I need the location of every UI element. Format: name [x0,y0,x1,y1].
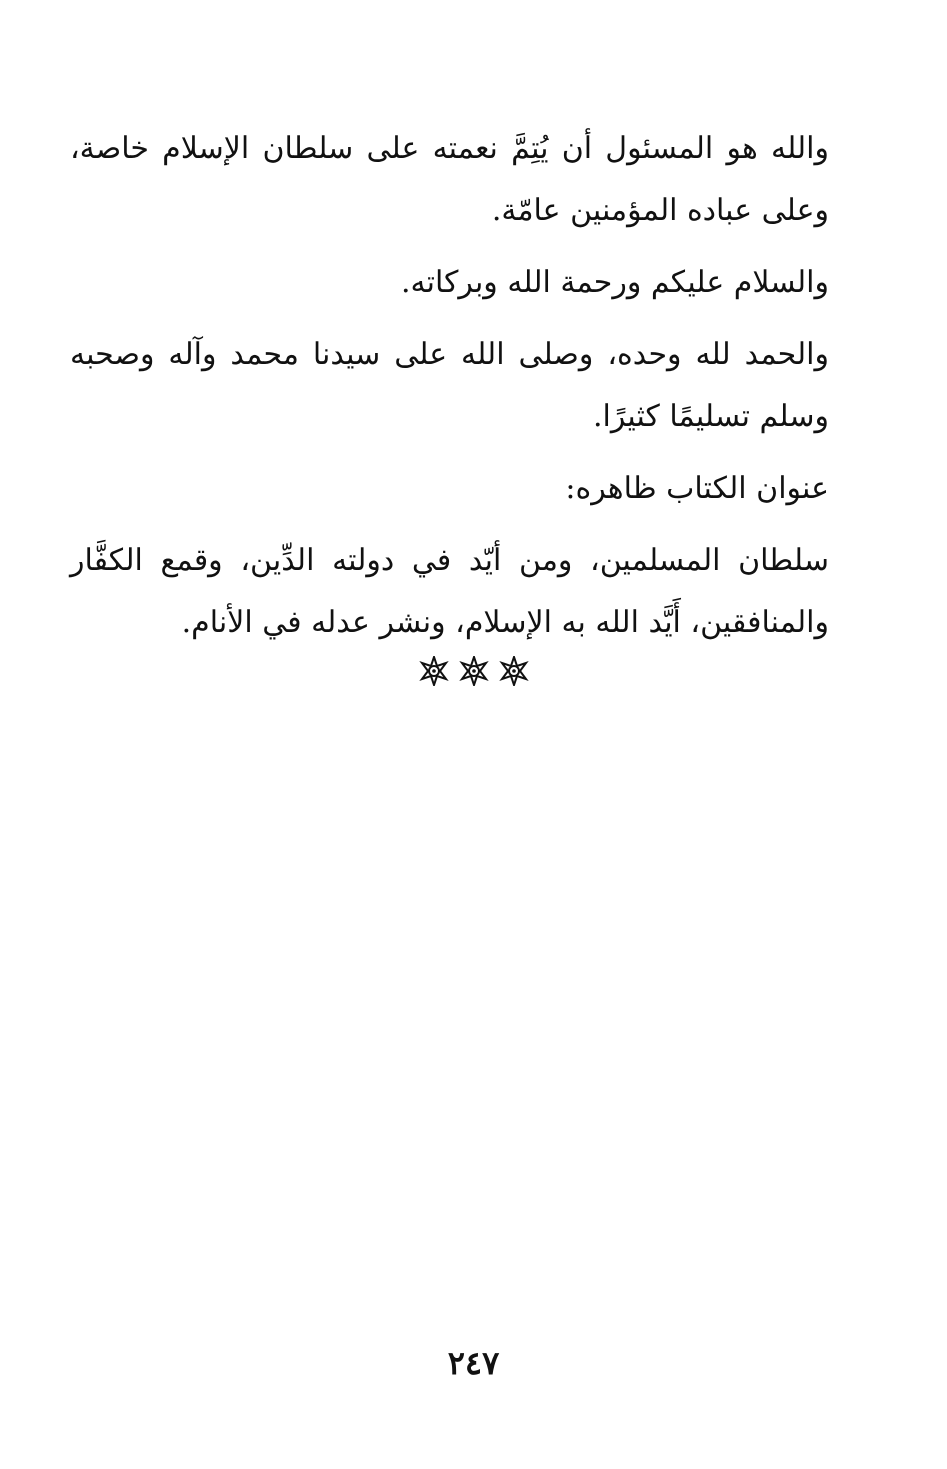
paragraph-closing-prayer: والله هو المسئول أن يُتِمَّ نعمته على سلطان الإسلام خاصة، وعلى عباده المؤمنين عامّة. [70,131,829,228]
section-divider [0,656,947,686]
page-number: ٢٤٧ [447,1344,500,1382]
body-text [70,118,877,664]
paragraph-praise: والحمد لله وحده، وصلى الله على سيدنا محمد وآله وصحبه وسلم تسليمًا كثيرًا. [70,337,829,434]
paragraph-title-heading: عنوان الكتاب ظاهره: [565,471,829,506]
paragraph-salutation: والسلام عليكم ورحمة الله وبركاته. [401,265,829,300]
star-ornament-icon [499,656,529,686]
star-ornament-icon [419,656,449,686]
star-ornament-icon [459,656,489,686]
paragraph-book-title: سلطان المسلمين، ومن أيّد في دولته الدِّين، وقمع الكفَّار والمنافقين، أَيَّد الله به الإسلام، ونشر عدله في الأنام. [70,543,829,640]
